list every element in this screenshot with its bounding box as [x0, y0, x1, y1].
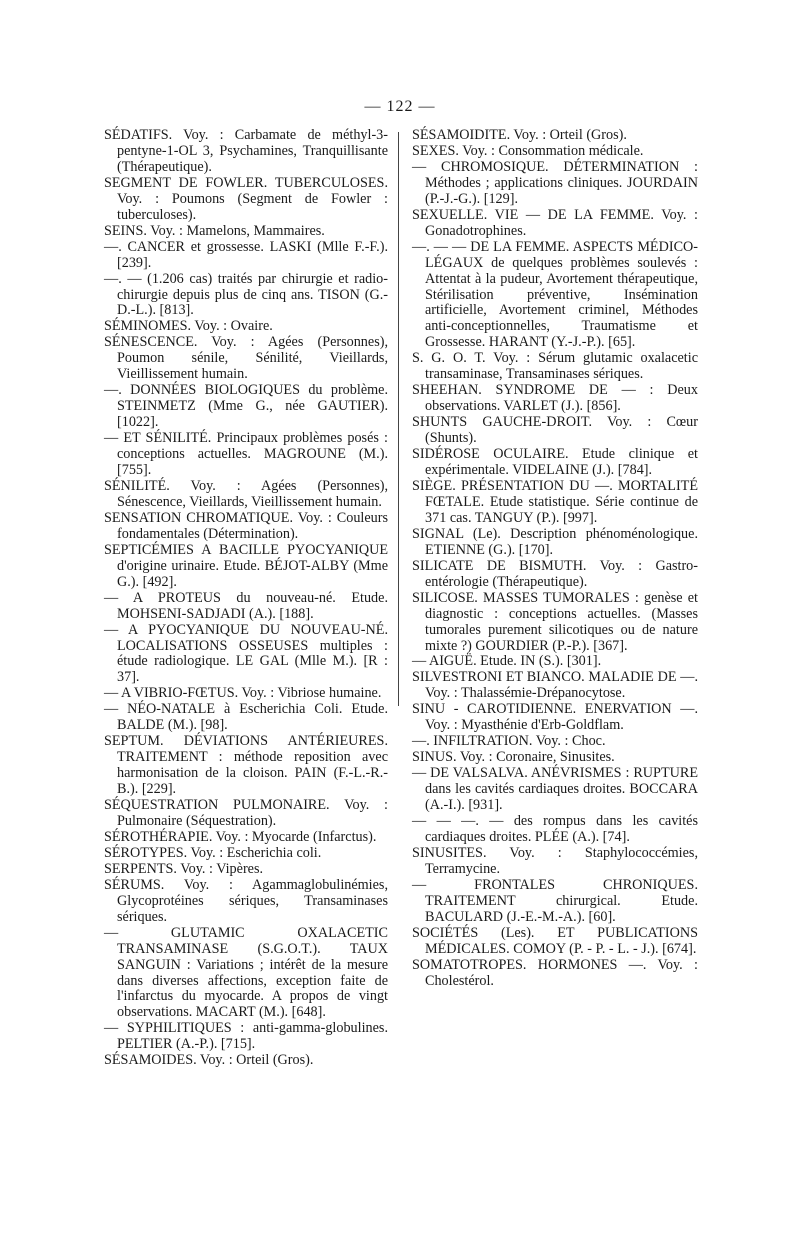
index-entry: SÉMINOMES. Voy. : Ovaire. — [104, 318, 273, 335]
index-entry: SOMATOTROPES. HORMONES —. Voy. : Cholestérol. — [412, 956, 698, 989]
index-entry: SILICOSE. MASSES TUMORALES : genèse et diagnostic : conceptions actuelles. (Masses tumorales purement silicotiques ou de nature mixte ?) GOURDIER (P.-P.). [367]. — [412, 589, 698, 654]
index-entry: — ET SÉNILITÉ. Principaux problèmes posés : conceptions actuelles. MAGROUNE (M.). [755]. — [104, 430, 388, 479]
index-entry: SÉRUMS. Voy. : Agammaglobulinémies, Glycoprotéines sériques, Transaminases sériques. — [104, 876, 388, 925]
index-entry: —. — (1.206 cas) traités par chirurgie et radio-chirurgie depuis plus de cinq ans. TISON (G.-D.-L.). [813]. — [104, 270, 388, 319]
index-entry: SEINS. Voy. : Mamelons, Mammaires. — [104, 222, 325, 239]
index-entry: SOCIÉTÉS (Les). ET PUBLICATIONS MÉDICALES. COMOY (P. - P. - L. - J.). [674]. — [412, 924, 698, 957]
left-column — [104, 128, 388, 1069]
index-entry: SEPTUM. DÉVIATIONS ANTÉRIEURES. TRAITEMENT : méthode reposition avec harmonisation de la cloison. PAIN (F.-L.-R.-B.). [229]. — [104, 733, 388, 798]
index-entry: SERPENTS. Voy. : Vipères. — [104, 860, 264, 877]
index-entry: — GLUTAMIC OXALACETIC TRANSAMINASE (S.G.O.T.). TAUX SANGUIN : Variations ; intérêt de la mesure dans diverses affections, exception faite de l'infarctus du myocarde. A propos de vingt observations. MACART (M.). [648]. — [104, 924, 388, 1021]
index-entry: S. G. O. T. Voy. : Sérum glutamic oxalacetic transaminase, Transaminases sériques. — [412, 350, 698, 383]
index-entry: SÉQUESTRATION PULMONAIRE. Voy. : Pulmonaire (Séquestration). — [104, 797, 388, 829]
index-entry: SEGMENT DE FOWLER. TUBERCULOSES. Voy. : Poumons (Segment de Fowler : tuberculoses). — [104, 174, 388, 223]
index-entry: SEXUELLE. VIE — DE LA FEMME. Voy. : Gonadotrophines. — [412, 206, 698, 239]
index-entry: SINUS. Voy. : Coronaire, Sinusites. — [412, 749, 615, 766]
index-entry: SINU - CAROTIDIENNE. ENERVATION —. Voy. : Myasthénie d'Erb-Goldflam. — [412, 701, 698, 734]
index-entry: — SYPHILITIQUES : anti-gamma-globulines. PELTIER (A.-P.). [715]. — [104, 1020, 388, 1053]
index-entry: — A PROTEUS du nouveau-né. Etude. MOHSENI-SADJADI (A.). [188]. — [104, 589, 388, 622]
index-entry: — A VIBRIO-FŒTUS. Voy. : Vibriose humaine. — [104, 685, 382, 702]
index-entry: — — —. — des rompus dans les cavités cardiaques droites. PLÉE (A.). [74]. — [412, 812, 698, 845]
index-entry: SIDÉROSE OCULAIRE. Etude clinique et expérimentale. VIDELAINE (J.). [784]. — [412, 446, 698, 479]
index-entry: SILVESTRONI ET BIANCO. MALADIE DE —. Voy. : Thalassémie-Drépanocytose. — [412, 669, 698, 702]
index-entry: SENSATION CHROMATIQUE. Voy. : Couleurs fondamentales (Détermination). — [104, 509, 388, 542]
index-entry: —. INFILTRATION. Voy. : Choc. — [412, 733, 606, 750]
index-entry: SHUNTS GAUCHE-DROIT. Voy. : Cœur (Shunts). — [412, 414, 698, 447]
page-number: — 122 — — [364, 98, 436, 115]
index-entry: —. DONNÉES BIOLOGIQUES du problème. STEINMETZ (Mme G., née GAUTIER). [1022]. — [104, 382, 388, 431]
index-entry: — AIGUË. Etude. IN (S.). [301]. — [412, 653, 602, 670]
index-entry: SÉROTHÉRAPIE. Voy. : Myocarde (Infarctus). — [104, 828, 377, 845]
index-entry: — NÉO-NATALE à Escherichia Coli. Etude. BALDE (M.). [98]. — [104, 701, 388, 734]
index-entry: SÉROTYPES. Voy. : Escherichia coli. — [104, 844, 322, 861]
index-entry: SIÈGE. PRÉSENTATION DU —. MORTALITÉ FŒTALE. Etude statistique. Série continue de 371 cas. TANGUY (P.). [997]. — [412, 477, 698, 526]
right-column — [412, 128, 698, 989]
index-entry: SÉNESCENCE. Voy. : Agées (Personnes), Poumon sénile, Sénilité, Vieillards, Vieillissement humain. — [104, 334, 388, 383]
index-entry: —. — — DE LA FEMME. ASPECTS MÉDICO-LÉGAUX de quelques problèmes soulevés : Attentat à la pudeur, Avortement thérapeutique, Stérilisation préventive, Insémination artificielle, Avortement criminel, Méthodes anti-conceptionnelles, Traumatisme et Grossesse. HARANT (Y.-J.-P.). [65]. — [412, 238, 698, 351]
index-entry: — FRONTALES CHRONIQUES. TRAITEMENT chirurgical. Etude. BACULARD (J.-E.-M.-A.). [60]. — [412, 876, 698, 925]
index-entry: SEXES. Voy. : Consommation médicale. — [412, 142, 644, 159]
index-entry: SÉSAMOIDITE. Voy. : Orteil (Gros). — [412, 127, 627, 143]
index-entry: —. CANCER et grossesse. LASKI (Mlle F.-F.). [239]. — [104, 238, 388, 271]
index-entry: SÉDATIFS. Voy. : Carbamate de méthyl-3-pentyne-1-OL 3, Psychamines, Tranquillisante (Thérapeutique). — [104, 127, 388, 175]
index-entry: — CHROMOSIQUE. DÉTERMINATION : Méthodes ; applications cliniques. JOURDAIN (P.-J.-G.). [129]. — [412, 158, 698, 207]
index-entry: — DE VALSALVA. ANÉVRISMES : RUPTURE dans les cavités cardiaques droites. BOCCARA (A.-I.). [931]. — [412, 765, 698, 814]
index-entry: — A PYOCYANIQUE DU NOUVEAU-NÉ. LOCALISATIONS OSSEUSES multiples : étude radiologique. LE GAL (Mlle M.). [R : 37]. — [104, 621, 388, 686]
index-entry: SILICATE DE BISMUTH. Voy. : Gastro-entérologie (Thérapeutique). — [412, 557, 698, 590]
index-entry: SIGNAL (Le). Description phénoménologique. ETIENNE (G.). [170]. — [412, 525, 698, 558]
index-entry: SEPTICÉMIES A BACILLE PYOCYANIQUE d'origine urinaire. Etude. BÉJOT-ALBY (Mme G.). [492]. — [104, 541, 388, 590]
index-entry: SÉNILITÉ. Voy. : Agées (Personnes), Sénescence, Vieillards, Vieillissement humain. — [104, 477, 388, 510]
index-entry: SHEEHAN. SYNDROME DE — : Deux observations. VARLET (J.). [856]. — [412, 382, 698, 415]
column-divider — [398, 132, 399, 706]
index-entry: SINUSITES. Voy. : Staphylococcémies, Terramycine. — [412, 844, 698, 877]
index-entry: SÉSAMOIDES. Voy. : Orteil (Gros). — [104, 1052, 314, 1069]
